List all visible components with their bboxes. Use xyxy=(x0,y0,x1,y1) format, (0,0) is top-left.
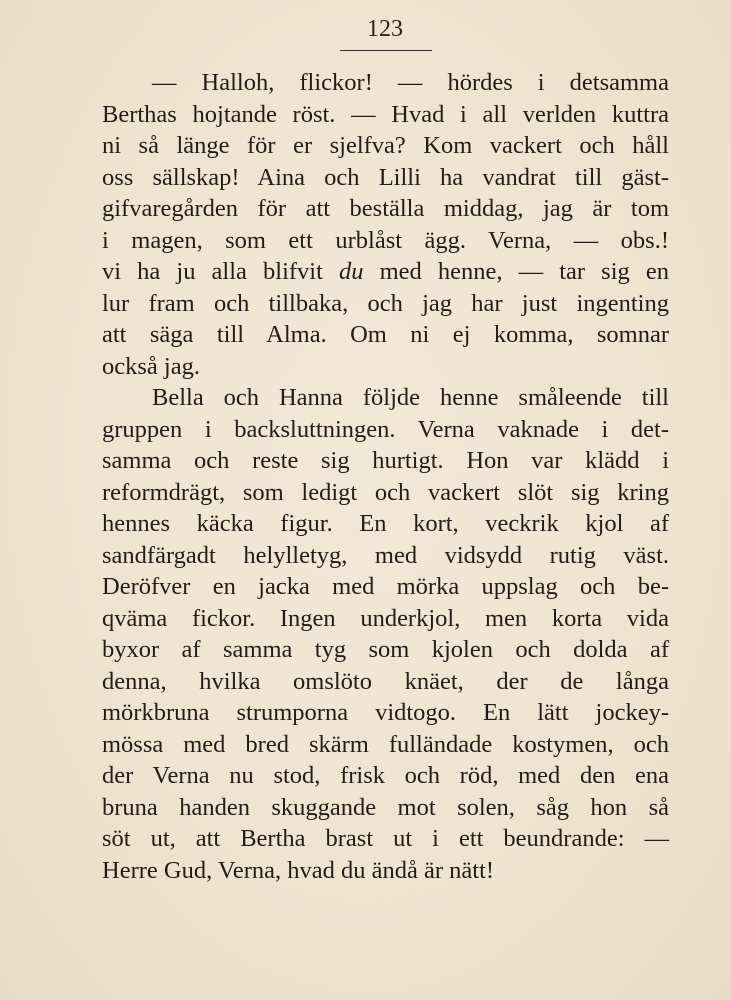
text-line: denna, hvilka omslöto knäet, der de långa xyxy=(102,667,669,695)
text-line: Deröfver en jacka med mörka uppslag och be- xyxy=(102,573,669,600)
text-line: lur fram och tillbaka, och jag har just ingenting xyxy=(102,289,669,317)
text-line: i magen, som ett urblåst ägg. Verna, — obs.! xyxy=(102,226,669,254)
text-line: Berthas hojtande röst. — Hvad i all verlden kuttra xyxy=(102,100,669,128)
text-line: att säga till Alma. Om ni ej komma, somnar xyxy=(102,321,669,348)
text-line: samma och reste sig hurtigt. Hon var klädd i xyxy=(102,447,669,474)
emphasis-word: du xyxy=(339,258,364,285)
text-line: byxor af samma tyg som kjolen och dolda af xyxy=(102,636,669,663)
text-line: mörkbruna strumporna vidtogo. En lätt jockey- xyxy=(102,699,669,726)
text-line: hennes käcka figur. En kort, veckrik kjol af xyxy=(102,510,669,537)
text-line: mössa med bred skärm fulländade kostymen, och xyxy=(102,730,669,758)
text-line: bruna handen skuggande mot solen, såg hon så xyxy=(102,793,669,821)
text-line: också jag. xyxy=(102,352,200,380)
text-line: gifvaregården för att beställa middag, jag är tom xyxy=(102,195,669,222)
text-line: vi ha ju alla blifvit du med henne, — tar sig en xyxy=(102,258,669,285)
header-rule xyxy=(340,50,432,51)
text-line: Bella och Hanna följde henne småleende till xyxy=(152,384,669,411)
text-line: — Halloh, flickor! — hördes i detsamma xyxy=(152,69,669,96)
body-text xyxy=(102,67,669,886)
text-line: gruppen i backsluttningen. Verna vaknade i det- xyxy=(102,415,669,443)
text-line: Herre Gud, Verna, hvad du ändå är nätt! xyxy=(102,856,495,884)
text-line: sandfärgadt helylletyg, med vidsydd rutig väst. xyxy=(102,541,669,569)
text-line: der Verna nu stod, frisk och röd, med den ena xyxy=(102,762,669,789)
page-number: 123 xyxy=(367,16,403,42)
text-line: söt ut, att Bertha brast ut i ett beundrande: — xyxy=(102,825,669,852)
text-line: ni så länge för er sjelfva? Kom vackert och håll xyxy=(102,132,669,159)
text-line: qväma fickor. Ingen underkjol, men korta vida xyxy=(102,604,669,632)
text-line: oss sällskap! Aina och Lilli ha vandrat till gäst- xyxy=(102,163,669,191)
text-line: reformdrägt, som ledigt och vackert slöt sig kring xyxy=(102,478,669,506)
